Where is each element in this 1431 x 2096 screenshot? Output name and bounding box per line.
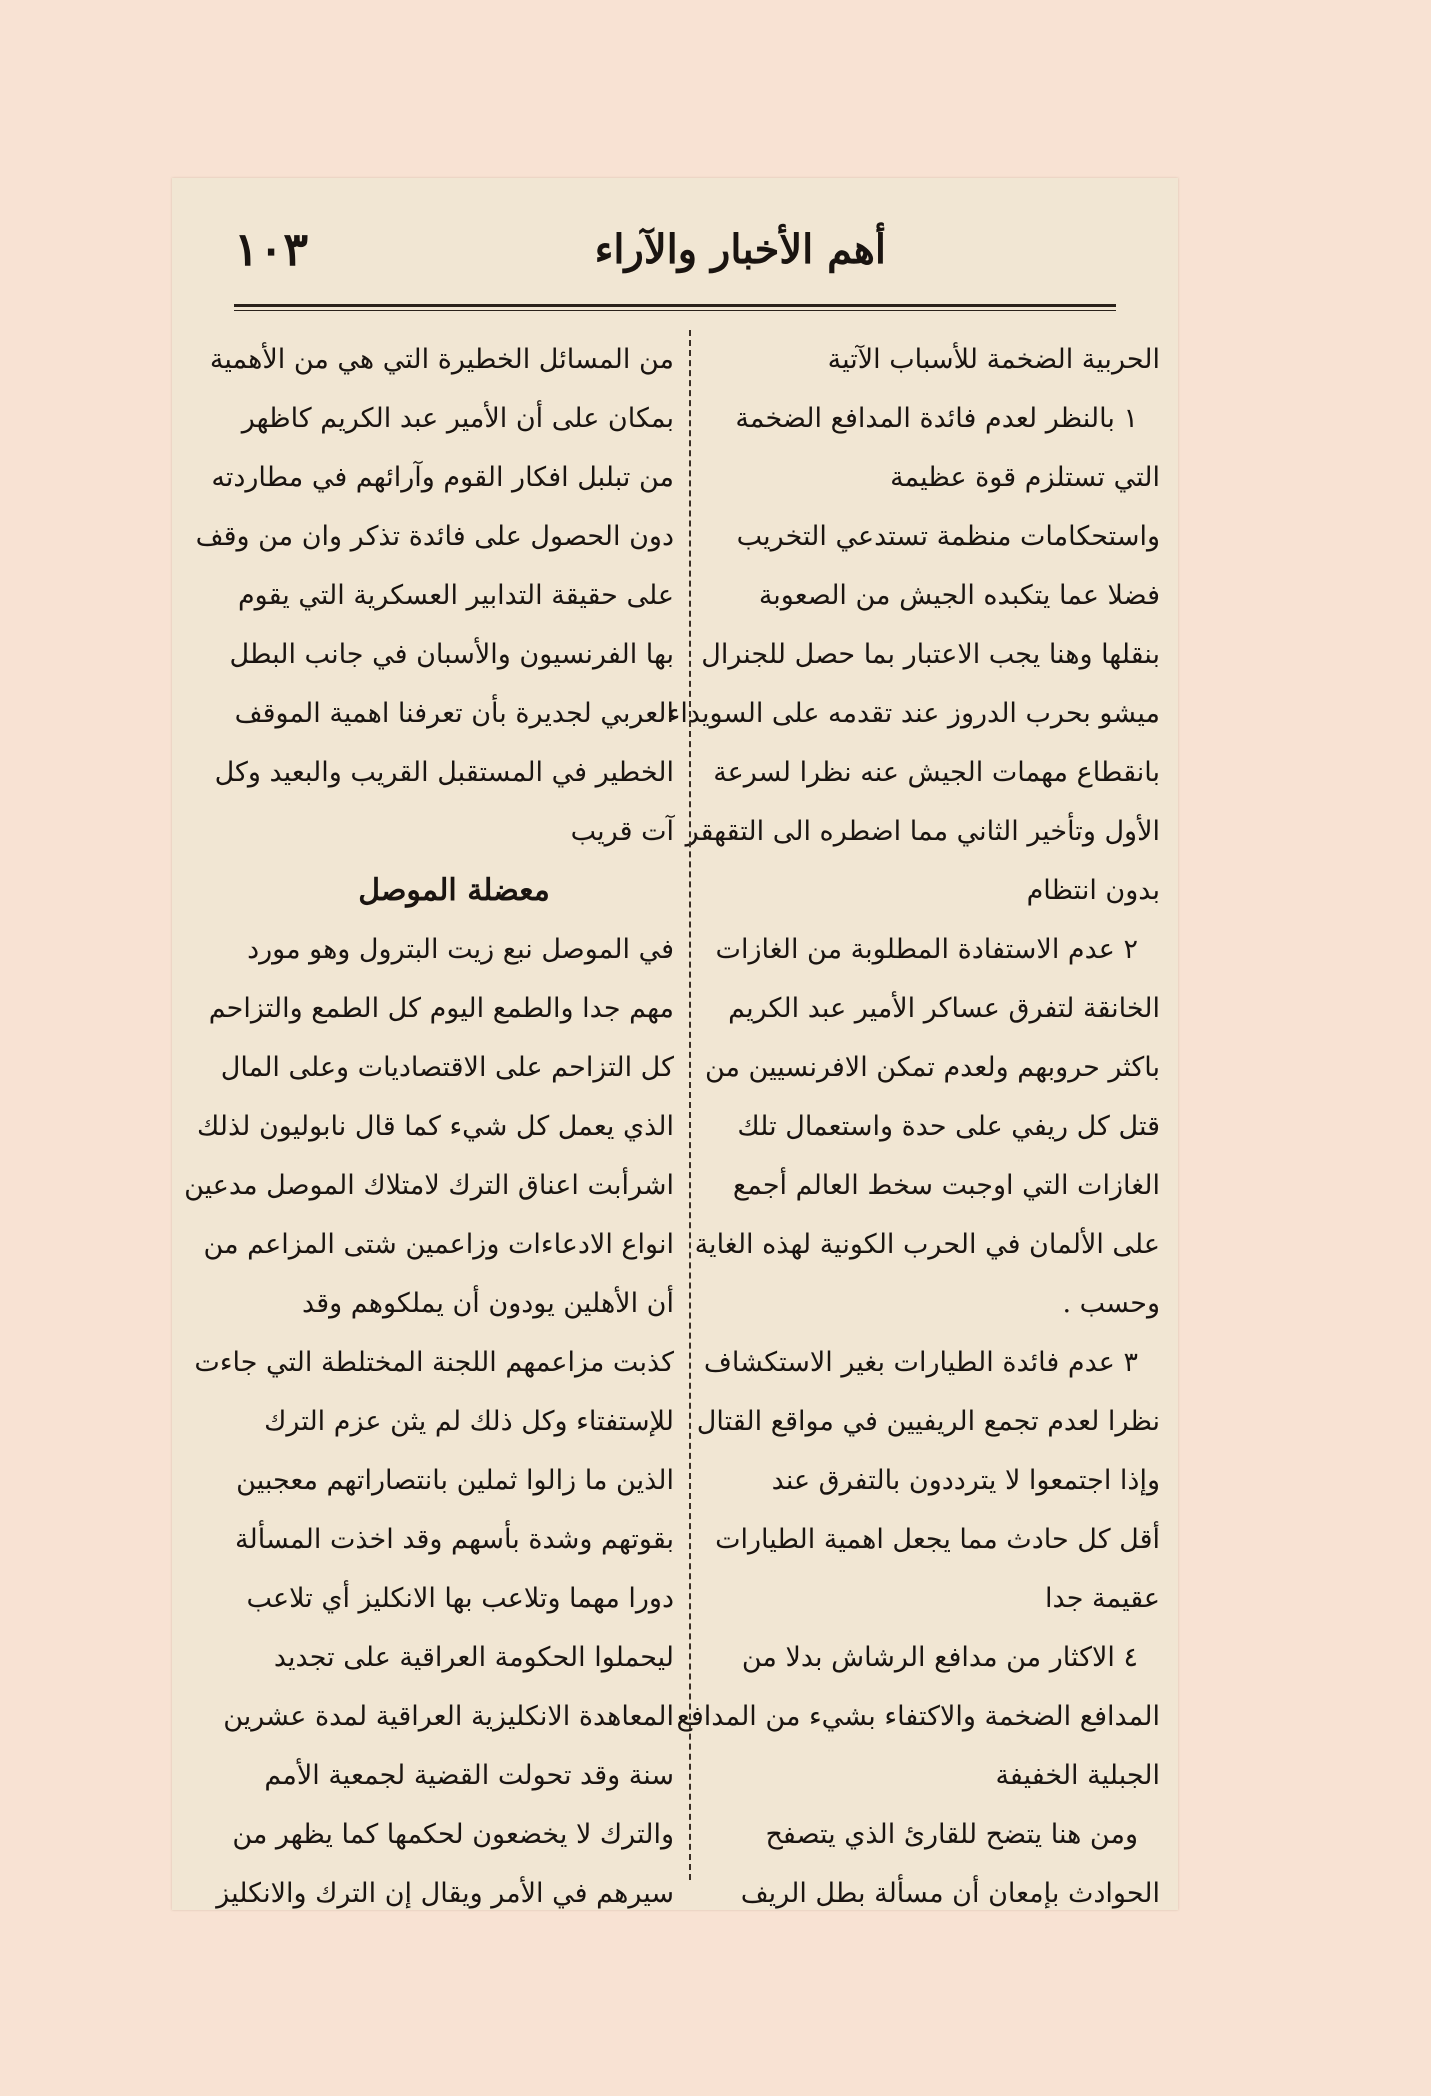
- text-line: ٤ الاكثار من مدافع الرشاش بدلا من: [741, 1642, 1138, 1673]
- text-line: اشرأبت اعناق الترك لامتلاك الموصل مدعين: [184, 1170, 674, 1201]
- text-line: بدون انتظام: [1026, 875, 1160, 906]
- text-line: فضلا عما يتكبده الجيش من الصعوبة: [758, 580, 1160, 611]
- header-rule: [234, 304, 1116, 310]
- text-line: على حقيقة التدابير العسكرية التي يقوم: [237, 580, 674, 611]
- text-line: ومن هنا يتضح للقارئ الذي يتصفح: [765, 1819, 1138, 1850]
- text-line: ٣ عدم فائدة الطيارات بغير الاستكشاف: [703, 1347, 1138, 1378]
- text-line: للإستفتاء وكل ذلك لم يثن عزم الترك: [264, 1406, 674, 1437]
- text-line: على الألمان في الحرب الكونية لهذه الغاية: [694, 1229, 1160, 1260]
- right-column: [667, 330, 1160, 1923]
- scanned-page: [172, 178, 1178, 1910]
- text-line: ٢ عدم الاستفادة المطلوبة من الغازات: [715, 934, 1138, 965]
- text-line: واستحكامات منظمة تستدعي التخريب: [736, 521, 1160, 552]
- text-line: بمكان على أن الأمير عبد الكريم كاظهر: [241, 403, 674, 434]
- text-line: الغازات التي اوجبت سخط العالم أجمع: [732, 1170, 1160, 1201]
- text-line: المدافع الضخمة والاكتفاء بشيء من المدافع: [676, 1701, 1160, 1732]
- text-line: بقوتهم وشدة بأسهم وقد اخذت المسألة: [235, 1524, 674, 1555]
- text-line: في الموصل نبع زيت البترول وهو مورد: [247, 934, 674, 965]
- text-line: الجبلية الخفيفة: [995, 1760, 1160, 1791]
- text-line: بها الفرنسيون والأسبان في جانب البطل: [229, 639, 674, 670]
- text-line: سنة وقد تحولت القضية لجمعية الأمم: [264, 1760, 674, 1791]
- text-line: الخطير في المستقبل القريب والبعيد وكل: [214, 757, 674, 788]
- text-line: الذي يعمل كل شيء كما قال نابوليون لذلك: [196, 1111, 674, 1142]
- text-line: العربي لجديرة بأن تعرفنا اهمية الموقف: [234, 698, 674, 729]
- page-number: ١٠٣: [234, 222, 309, 276]
- text-line: انواع الادعاءات وزاعمين شتى المزاعم من: [203, 1229, 674, 1260]
- page-header: [234, 222, 1116, 292]
- text-line: كذبت مزاعمهم اللجنة المختلطة التي جاءت: [194, 1347, 674, 1378]
- text-line: ليحملوا الحكومة العراقية على تجديد: [273, 1642, 674, 1673]
- text-line: ١ بالنظر لعدم فائدة المدافع الضخمة: [735, 403, 1138, 434]
- text-line: أن الأهلين يودون أن يملكوهم وقد: [302, 1288, 674, 1319]
- text-line: من تبلبل افكار القوم وآرائهم في مطاردته: [211, 462, 674, 493]
- section-heading: معضلة الموصل: [358, 873, 550, 908]
- text-line: التي تستلزم قوة عظيمة: [890, 462, 1160, 493]
- text-line: ميشو بحرب الدروز عند تقدمه على السويداء: [667, 698, 1160, 729]
- text-line: الأول وتأخير الثاني مما اضطره الى التقهقر: [685, 816, 1160, 847]
- text-line: وحسب .: [1062, 1288, 1160, 1319]
- text-line: دورا مهما وتلاعب بها الانكليز أي تلاعب: [246, 1583, 674, 1614]
- text-line: أقل كل حادث مما يجعل اهمية الطيارات: [715, 1524, 1160, 1555]
- text-line: الحربية الضخمة للأسباب الآتية: [827, 344, 1160, 375]
- text-line: الحوادث بإمعان أن مسألة بطل الريف: [740, 1878, 1160, 1909]
- text-line: المعاهدة الانكليزية العراقية لمدة عشرين: [223, 1701, 674, 1732]
- text-line: وإذا اجتمعوا لا يترددون بالتفرق عند: [771, 1465, 1160, 1496]
- text-line: قتل كل ريفي على حدة واستعمال تلك: [737, 1111, 1160, 1142]
- text-line: والترك لا يخضعون لحكمها كما يظهر من: [232, 1819, 674, 1850]
- text-line: آت قريب: [570, 816, 674, 847]
- text-line: الذين ما زالوا ثملين بانتصاراتهم معجبين: [236, 1465, 674, 1496]
- text-line: عقيمة جدا: [1045, 1583, 1160, 1614]
- text-line: نظرا لعدم تجمع الريفيين في مواقع القتال: [696, 1406, 1160, 1437]
- text-line: دون الحصول على فائدة تذكر وان من وقف: [195, 521, 674, 552]
- text-line: من المسائل الخطيرة التي هي من الأهمية: [209, 344, 674, 375]
- text-line: بنقلها وهنا يجب الاعتبار بما حصل للجنرال: [701, 639, 1160, 670]
- left-column: [184, 330, 674, 1923]
- text-line: سيرهم في الأمر ويقال إن الترك والانكليز: [216, 1878, 674, 1909]
- text-line: بانقطاع مهمات الجيش عنه نظرا لسرعة: [713, 757, 1160, 788]
- text-line: باكثر حروبهم ولعدم تمكن الافرنسيين من: [704, 1052, 1160, 1083]
- text-line: كل التزاحم على الاقتصاديات وعلى المال: [220, 1052, 674, 1083]
- text-line: مهم جدا والطمع اليوم كل الطمع والتزاحم: [208, 993, 674, 1024]
- running-title: أهم الأخبار والآراء: [594, 226, 886, 273]
- column-divider: [689, 330, 691, 1880]
- text-line: الخانقة لتفرق عساكر الأمير عبد الكريم: [728, 993, 1160, 1024]
